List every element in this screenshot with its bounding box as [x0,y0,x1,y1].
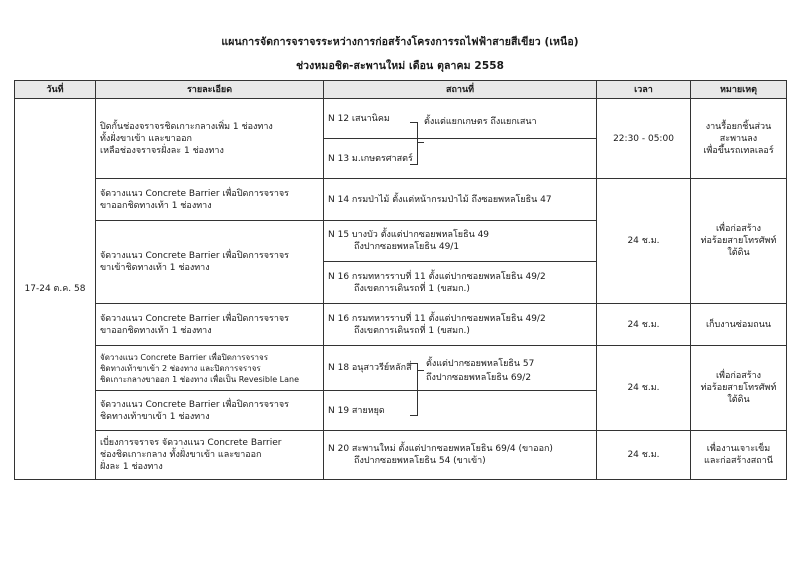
time-cell: 24 ช.ม. [597,304,691,346]
brace-label: ตั้งแต่ปากซอยพหลโยธิน 57 [426,359,535,369]
header-note: หมายเหตุ [691,81,787,99]
note-line: เพื่องานเจาะเข็ม [706,444,771,454]
note-line: เพื่อก่อสร้าง [715,224,762,234]
table-row [15,99,787,139]
detail-line: จัดวางแนว Concrete Barrier เพื่อปิดการจราจร [100,251,290,261]
location-line: ถึงเขตการเดินรถที่ 1 (ขสมก.) [354,283,470,294]
location-line: N 15 บางบัว ตั้งแต่ปากซอยพหลโยธิน 49 [328,230,490,240]
header-detail: รายละเอียด [96,81,324,99]
detail-cell [96,431,324,480]
document-subtitle: ช่วงหมอชิต-สะพานใหม่ เดือน ตุลาคม 2558 [295,60,505,72]
detail-cell [96,179,324,221]
detail-line: ขาเข้าชิดทางเท้า 1 ช่องทาง [100,263,210,273]
note-line: ท่อร้อยสายโทรศัพท์ใต้ดิน [700,236,777,258]
header-location: สถานที่ [324,81,597,99]
time-cell: 24 ช.ม. [597,346,691,431]
location-line: ถึงปากซอยพหลโยธิน 49/1 [354,242,460,252]
location-cell [324,139,597,179]
location-line: ถึงปากซอยพหลโยธิน 54 (ขาเข้า) [354,456,486,466]
location-line: N 20 สะพานใหม่ ตั้งแต่ปากซอยพหลโยธิน 69/4 (ขาออก) [328,444,553,454]
table-row [15,304,787,346]
note-line: งานรื้อยกชิ้นส่วนสะพานลง [705,121,772,144]
note-cell [691,99,787,179]
time-cell: 24 ช.ม. [597,431,691,480]
detail-cell [96,221,324,304]
location-line: N 14 กรมป่าไม้ ตั้งแต่หน้ากรมป่าไม้ ถึงซอยพหลโยธิน 47 [328,194,552,205]
header-date: วันที่ [15,81,96,99]
table-row [15,431,787,480]
detail-line: ช่องชิดเกาะกลาง ทั้งฝั่งขาเข้า และขาออก [100,450,262,460]
document-title: แผนการจัดการจราจรระหว่างการก่อสร้างโครงการรถไฟฟ้าสายสีเขียว (เหนือ) [221,36,579,48]
detail-line: ชิดทางเท้าขาเข้า 2 ช่องทาง และปิดการจราจร [100,363,261,373]
detail-line: จัดวางแนว Concrete Barrier เพื่อปิดการจราจร [100,188,290,199]
location-cell [324,304,597,346]
detail-line: เบี่ยงการจราจร จัดวางแนว Concrete Barrier [100,438,282,448]
detail-line: ปิดกั้นช่องจราจรชิดเกาะกลางเพิ่ม 1 ช่องทาง [100,121,273,132]
note-cell [691,179,787,304]
table-row [15,346,787,391]
location-line: N 13 ม.เกษตรศาสตร์ [328,153,413,164]
detail-cell [96,346,324,391]
location-cell [324,391,597,431]
table-header-row [15,81,787,99]
note-line: เก็บงานซ่อมถนน [705,319,772,330]
note-cell [691,346,787,431]
detail-line: ชิดเกาะกลางขาออก 1 ช่องทาง เพื่อเป็น Revesible Lane [100,374,300,384]
location-line: N 18 อนุสาวรีย์หลักสี่ [328,363,412,373]
traffic-plan-table [14,80,787,480]
location-cell [324,221,597,262]
location-cell [324,262,597,304]
table-row [15,179,787,221]
detail-line: ฝั่งละ 1 ช่องทาง [100,462,163,472]
location-cell [324,179,597,221]
note-cell [691,304,787,346]
note-cell [691,431,787,480]
detail-line: ขาออกชิดทางเท้า 1 ช่องทาง [100,200,212,211]
detail-line: จัดวางแนว Concrete Barrier เพื่อปิดการจราจร [100,399,290,410]
brace-label: ถึงปากซอยพหลโยธิน 69/2 [426,373,532,383]
date-cell: 17-24 ต.ค. 58 [15,99,96,480]
location-line: N 16 กรมทหารราบที่ 11 ตั้งแต่ปากซอยพหลโยธิน 49/2 [328,271,546,282]
detail-line: ทั้งฝั่งขาเข้า และขาออก [100,133,192,144]
note-line: เพื่อขึ้นรถเทลเลอร์ [703,145,774,156]
detail-line: จัดวางแนว Concrete Barrier เพื่อปิดการจราจร [100,352,269,362]
detail-cell [96,304,324,346]
header-time: เวลา [597,81,691,99]
note-line: เพื่อก่อสร้าง [715,371,762,381]
location-line: N 16 กรมทหารราบที่ 11 ตั้งแต่ปากซอยพหลโยธิน 49/2 [328,313,546,324]
location-line: ถึงเขตการเดินรถที่ 1 (ขสมก.) [354,325,470,336]
note-line: ท่อร้อยสายโทรศัพท์ใต้ดิน [700,383,777,405]
detail-line: จัดวางแนว Concrete Barrier เพื่อปิดการจราจร [100,313,290,324]
detail-line: ชิดทางเท้าขาเข้า 1 ช่องทาง [100,411,210,422]
note-line: และก่อสร้างสถานี [704,456,773,466]
brace-label: ตั้งแต่แยกเกษตร ถึงแยกเสนา [424,117,537,127]
time-cell: 22:30 - 05:00 [597,99,691,179]
location-line: N 12 เสนานิคม [328,113,390,124]
detail-line: เหลือช่องจราจรฝั่งละ 1 ช่องทาง [100,145,224,156]
time-cell: 24 ช.ม. [597,179,691,304]
location-line: N 19 สายหยุด [328,405,385,416]
location-cell [324,431,597,480]
detail-cell [96,391,324,431]
detail-cell [96,99,324,179]
detail-line: ขาออกชิดทางเท้า 1 ช่องทาง [100,325,212,336]
